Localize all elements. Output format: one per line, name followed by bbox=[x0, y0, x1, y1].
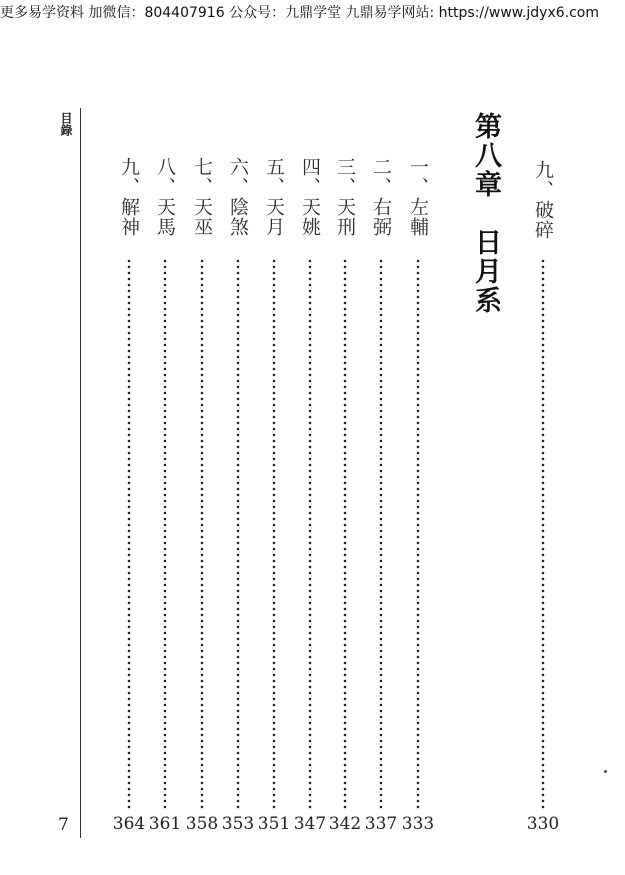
toc-entry-title: 三、天刑 bbox=[334, 157, 356, 237]
header-banner: 更多易学资料 加微信：804407916 公众号：九鼎学堂 九鼎易学网站: https://www.jdyx6.com bbox=[0, 5, 599, 21]
toc-entry-title: 九、破碎 bbox=[532, 160, 554, 240]
toc-leader-dots bbox=[127, 258, 131, 810]
toc-page-number: 342 bbox=[328, 814, 362, 834]
folio-number: 7 bbox=[58, 815, 69, 835]
toc-entry-title: 五、天月 bbox=[263, 157, 285, 237]
toc-page-number: 364 bbox=[112, 814, 146, 834]
toc-page-number: 361 bbox=[148, 814, 182, 834]
toc-page-number: 351 bbox=[257, 814, 291, 834]
toc-leader-dots bbox=[343, 258, 347, 810]
toc-leader-dots bbox=[200, 258, 204, 810]
margin-rule bbox=[80, 108, 81, 838]
toc-entry-title: 六、陰煞 bbox=[227, 157, 249, 237]
toc-page-number: 353 bbox=[221, 814, 255, 834]
chapter-title: 第八章 日月系 bbox=[470, 112, 501, 315]
toc-page-number: 333 bbox=[401, 814, 435, 834]
toc-leader-dots bbox=[272, 258, 276, 810]
toc-leader-dots bbox=[416, 258, 420, 810]
toc-leader-dots bbox=[236, 258, 240, 810]
toc-entry-title: 一、左輔 bbox=[407, 157, 429, 237]
toc-entry-title: 九、解神 bbox=[118, 157, 140, 237]
toc-page-number: 337 bbox=[364, 814, 398, 834]
toc-page-number: 347 bbox=[293, 814, 327, 834]
toc-page-number: 330 bbox=[526, 814, 560, 834]
toc-leader-dots bbox=[541, 258, 545, 810]
toc-leader-dots bbox=[379, 258, 383, 810]
toc-entry-title: 七、天巫 bbox=[191, 157, 213, 237]
toc-leader-dots bbox=[163, 258, 167, 810]
toc-leader-dots bbox=[308, 258, 312, 810]
scan-speck bbox=[604, 770, 607, 773]
toc-entry-title: 八、天馬 bbox=[154, 157, 176, 237]
margin-label: 目錄 bbox=[59, 112, 73, 136]
toc-page-number: 358 bbox=[185, 814, 219, 834]
toc-entry-title: 二、右弼 bbox=[370, 157, 392, 237]
toc-entry-title: 四、天姚 bbox=[299, 157, 321, 237]
